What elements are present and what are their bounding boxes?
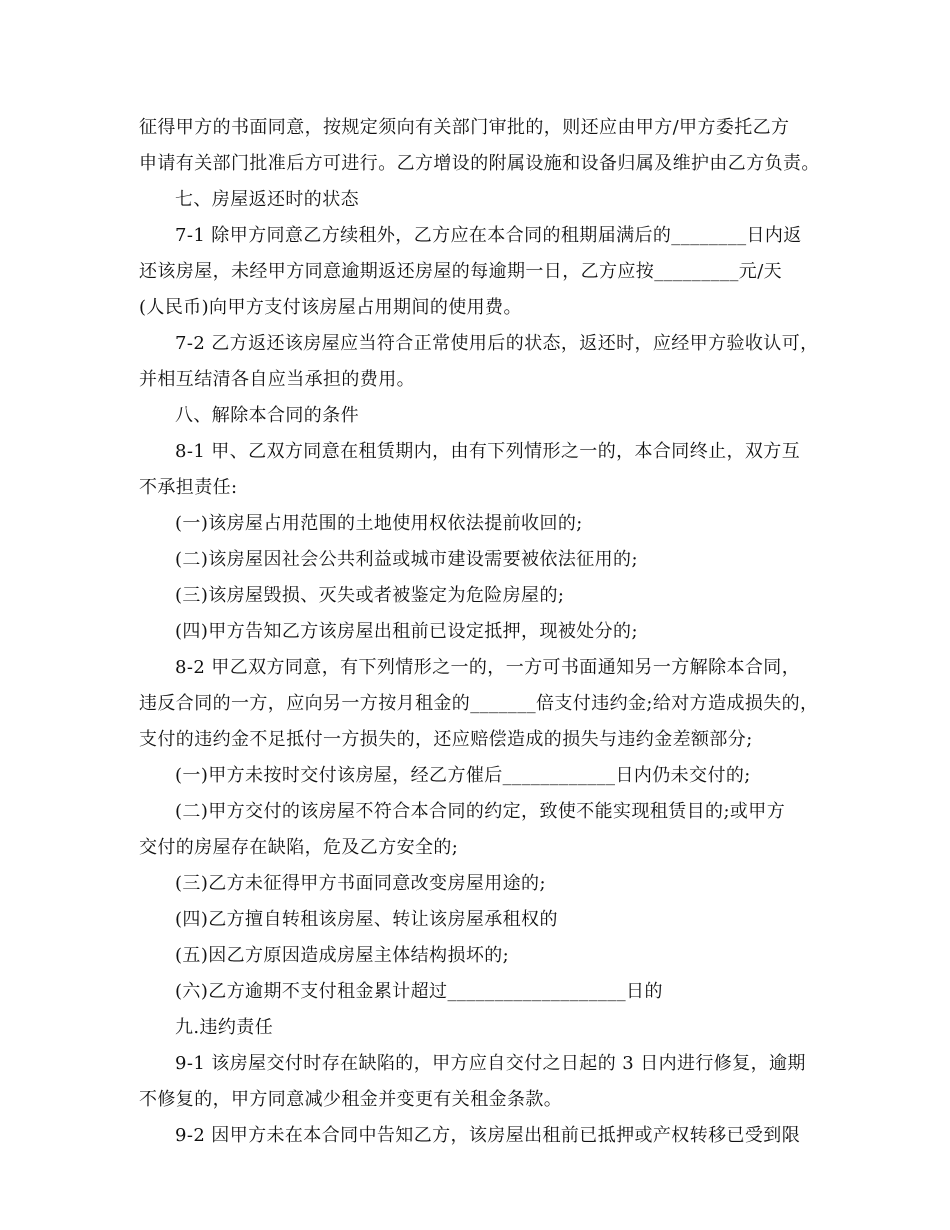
- section-heading: 九.违约责任: [175, 1017, 274, 1038]
- paragraph-line: (人民币)向甲方支付该房屋占用期间的使用费。: [139, 297, 522, 318]
- list-item: (六)乙方逾期不支付租金累计超过___________________日的: [175, 981, 663, 1002]
- paragraph-line: 不承担责任:: [139, 477, 238, 498]
- paragraph-line: 并相互结清各自应当承担的费用。: [139, 369, 415, 390]
- list-item: (一)该房屋占用范围的土地使用权依法提前收回的;: [175, 513, 583, 534]
- list-item: (三)该房屋毁损、灭失或者被鉴定为危险房屋的;: [175, 585, 565, 606]
- list-item: (五)因乙方原因造成房屋主体结构损坏的;: [175, 945, 510, 966]
- clause-line: 9-1 该房屋交付时存在缺陷的，甲方应自交付之日起的 3 日内进行修复，逾期: [175, 1053, 806, 1074]
- paragraph-line: 申请有关部门批准后方可进行。乙方增设的附属设施和设备归属及维护由乙方负责。: [139, 153, 820, 174]
- paragraph-line: 支付的违约金不足抵付一方损失的，还应赔偿造成的损失与违约金差额部分;: [139, 729, 753, 750]
- paragraph-line: 违反合同的一方，应向另一方按月租金的_______倍支付违约金;给对方造成损失的，: [139, 693, 819, 714]
- section-heading: 八、解除本合同的条件: [175, 405, 359, 426]
- list-item: (二)甲方交付的该房屋不符合本合同的约定，致使不能实现租赁目的;或甲方: [175, 801, 786, 822]
- paragraph-line: 不修复的，甲方同意减少租金并变更有关租金条款。: [139, 1089, 563, 1110]
- list-item: (一)甲方未按时交付该房屋，经乙方催后____________日内仍未交付的;: [175, 765, 751, 786]
- paragraph-line: 征得甲方的书面同意，按规定须向有关部门审批的，则还应由甲方/甲方委托乙方: [139, 117, 790, 138]
- clause-line: 8-1 甲、乙双方同意在租赁期内，由有下列情形之一的，本合同终止，双方互: [175, 441, 801, 462]
- clause-line: 7-1 除甲方同意乙方续租外，乙方应在本合同的租期届满后的________日内返: [175, 225, 802, 246]
- list-item: (四)乙方擅自转租该房屋、转让该房屋承租权的: [175, 909, 558, 930]
- clause-line: 7-2 乙方返还该房屋应当符合正常使用后的状态，返还时，应经甲方验收认可，: [175, 333, 819, 354]
- clause-line: 8-2 甲乙双方同意，有下列情形之一的，一方可书面通知另一方解除本合同，: [175, 657, 801, 678]
- list-item: (二)该房屋因社会公共利益或城市建设需要被依法征用的;: [175, 549, 638, 570]
- paragraph-line: 还该房屋，未经甲方同意逾期返还房屋的每逾期一日，乙方应按_________元/天: [139, 261, 783, 282]
- list-item: (四)甲方告知乙方该房屋出租前已设定抵押，现被处分的;: [175, 621, 638, 642]
- list-item: (三)乙方未征得甲方书面同意改变房屋用途的;: [175, 873, 546, 894]
- clause-line: 9-2 因甲方未在本合同中告知乙方，该房屋出租前已抵押或产权转移已受到限: [175, 1125, 801, 1146]
- section-heading: 七、房屋返还时的状态: [175, 189, 359, 210]
- paragraph-line: 交付的房屋存在缺陷，危及乙方安全的;: [139, 837, 459, 858]
